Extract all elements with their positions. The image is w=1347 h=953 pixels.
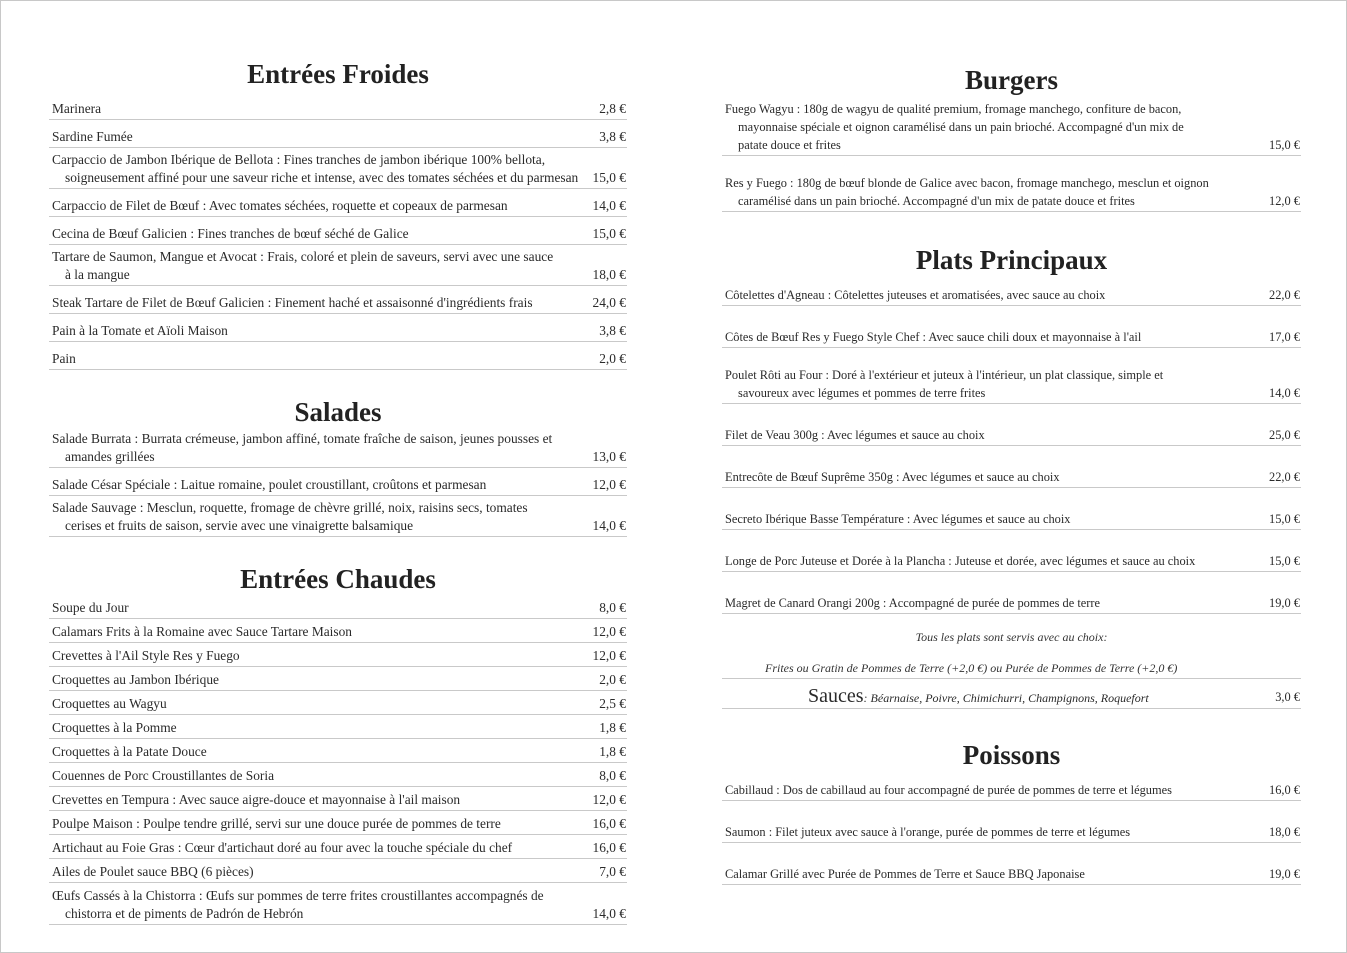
menu-item-text: Ailes de Poulet sauce BBQ (6 pièces) (52, 864, 254, 879)
menu-item-price: 15,0 € (592, 170, 626, 185)
menu-item (49, 499, 627, 537)
menu-item (49, 322, 627, 342)
menu-item (49, 623, 627, 643)
menu-item (49, 839, 627, 859)
menu-item-description (49, 128, 599, 146)
menu-item (49, 671, 627, 691)
menu-item-description (722, 426, 1269, 444)
menu-item-price: 16,0 € (592, 816, 626, 831)
menu-item (722, 366, 1301, 404)
menu-item-price: 18,0 € (1269, 825, 1300, 839)
menu-item-text: Salade Burrata : Burrata crémeuse, jambon affiné, tomate fraîche de saison, jeunes pousses et (52, 431, 553, 446)
menu-item (49, 767, 627, 787)
sauces-description (722, 685, 1275, 708)
menu-item-text: chistorra et de piments de Padrón de Hebrón (65, 906, 304, 921)
menu-item-price: 2,5 € (599, 696, 626, 711)
sides-options: Frites ou Gratin de Pommes de Terre (+2,0 €) ou Purée de Pommes de Terre (+2,0 €) (722, 661, 1301, 679)
menu-item-description (722, 594, 1269, 612)
menu-item-text: Soupe du Jour (52, 600, 129, 615)
menu-item-price: 15,0 € (592, 226, 626, 241)
left-column (49, 58, 627, 925)
menu-item-text: Croquettes à la Pomme (52, 720, 177, 735)
menu-item-text: Filet de Veau 300g : Avec légumes et sauce au choix (725, 428, 985, 442)
menu-item-price: 16,0 € (1269, 783, 1300, 797)
menu-item-text: Pain à la Tomate et Aïoli Maison (52, 323, 228, 338)
menu-item-price: 22,0 € (1269, 470, 1300, 484)
menu-item (722, 468, 1301, 488)
menu-item (49, 815, 627, 835)
menu-item-price: 15,0 € (1269, 512, 1300, 526)
menu-item-price: 15,0 € (1269, 138, 1300, 152)
menu-item (722, 510, 1301, 530)
menu-item-description (49, 499, 593, 535)
menu-item-description (49, 695, 599, 713)
menu-item-text: caramélisé dans un pain brioché. Accompagné d'un mix de patate douce et frites (738, 194, 1135, 208)
menu-item-text: Entrecôte de Bœuf Suprême 350g : Avec légumes et sauce au choix (725, 470, 1060, 484)
menu-item (722, 174, 1301, 212)
menu-item (49, 599, 627, 619)
menu-item-text: savoureux avec légumes et pommes de terre frites (738, 386, 986, 400)
menu-item-price: 1,8 € (599, 744, 626, 759)
menu-item (49, 100, 627, 120)
menu-item-description (722, 286, 1269, 304)
menu-item-text: Cecina de Bœuf Galicien : Fines tranches de bœuf séché de Galice (52, 226, 409, 241)
menu-item-text: Poulet Rôti au Four : Doré à l'extérieur et juteux à l'intérieur, un plat classique, simple et (725, 368, 1164, 382)
menu-item-price: 8,0 € (599, 768, 626, 783)
menu-list-salades (49, 430, 627, 537)
menu-item-text: Cabillaud : Dos de cabillaud au four accompagné de purée de pommes de terre et légumes (725, 783, 1172, 797)
menu-item (49, 248, 627, 286)
menu-item-price: 25,0 € (1269, 428, 1300, 442)
menu-item-description (49, 887, 593, 923)
menu-item-text: mayonnaise spéciale et oignon caramélisé dans un pain brioché. Accompagné d'un mix de (738, 120, 1184, 134)
menu-item (722, 426, 1301, 446)
menu-item-text: amandes grillées (65, 449, 155, 464)
menu-item-price: 17,0 € (1269, 330, 1300, 344)
menu-item-price: 7,0 € (599, 864, 626, 879)
menu-item (722, 286, 1301, 306)
section-title-poissons: Poissons (962, 740, 1061, 770)
menu-item-description (49, 719, 599, 737)
menu-item-price: 19,0 € (1269, 867, 1300, 881)
menu-item-text: Carpaccio de Filet de Bœuf : Avec tomates séchées, roquette et copeaux de parmesan (52, 198, 508, 213)
menu-item-price: 3,8 € (599, 323, 626, 338)
menu-item (722, 100, 1301, 156)
menu-item-price: 16,0 € (592, 840, 626, 855)
menu-item-text: Carpaccio de Jambon Ibérique de Bellota : Fines tranches de jambon ibérique 100% bellota, (52, 152, 546, 167)
menu-item (49, 695, 627, 715)
menu-item-price: 14,0 € (1269, 386, 1300, 400)
menu-item (49, 430, 627, 468)
menu-list-burgers (722, 100, 1301, 212)
menu-item-description (49, 225, 593, 243)
menu-item (49, 476, 627, 496)
menu-item-description (49, 350, 599, 368)
menu-list-entrees-froides (49, 100, 627, 370)
menu-item-description (722, 552, 1269, 570)
sauces-price: 3,0 € (1275, 690, 1300, 704)
menu-item-price: 14,0 € (592, 906, 626, 921)
menu-list-poissons (722, 781, 1301, 885)
menu-item-text: Croquettes au Jambon Ibérique (52, 672, 219, 687)
menu-item-description (722, 781, 1269, 799)
menu-item-text: Res y Fuego : 180g de bœuf blonde de Galice avec bacon, fromage manchego, mesclun et oignon (725, 176, 1209, 190)
menu-list-plats-principaux (722, 286, 1301, 614)
sauces-row (722, 685, 1301, 709)
menu-item-description (49, 839, 593, 857)
menu-item-text: Salade César Spéciale : Laitue romaine, poulet croustillant, croûtons et parmesan (52, 477, 487, 492)
menu-item-text: Côtes de Bœuf Res y Fuego Style Chef : Avec sauce chili doux et mayonnaise à l'ail (725, 330, 1142, 344)
menu-item (722, 552, 1301, 572)
menu-item-price: 2,8 € (599, 101, 626, 116)
menu-item-text: Marinera (52, 101, 102, 116)
menu-item-description (49, 815, 593, 833)
menu-item-text: Magret de Canard Orangi 200g : Accompagné de purée de pommes de terre (725, 596, 1101, 610)
menu-item-price: 14,0 € (592, 518, 626, 533)
menu-item-text: Salade Sauvage : Mesclun, roquette, fromage de chèvre grillé, noix, raisins secs, tomates (52, 500, 528, 515)
sauces-list: : Béarnaise, Poivre, Chimichurri, Champignons, Roquefort (863, 691, 1149, 705)
menu-item-price: 22,0 € (1269, 288, 1300, 302)
right-column (722, 64, 1301, 885)
menu-item-description (49, 791, 593, 809)
menu-item-price: 8,0 € (599, 600, 626, 615)
menu-item-description (722, 865, 1269, 883)
menu-item (49, 294, 627, 314)
menu-item-description (49, 248, 593, 284)
menu-item (49, 647, 627, 667)
menu-item-description (49, 623, 593, 641)
menu-item-text: Crevettes à l'Ail Style Res y Fuego (52, 648, 240, 663)
menu-item (49, 743, 627, 763)
menu-item-description (722, 100, 1269, 154)
menu-item-price: 12,0 € (592, 792, 626, 807)
section-title-entrees-froides: Entrées Froides (247, 59, 429, 89)
menu-item-price: 24,0 € (592, 295, 626, 310)
menu-item-text: Crevettes en Tempura : Avec sauce aigre-douce et mayonnaise à l'ail maison (52, 792, 461, 807)
menu-item-price: 1,8 € (599, 720, 626, 735)
menu-item-description (49, 430, 593, 466)
menu-item-description (49, 599, 599, 617)
menu-item-text: Fuego Wagyu : 180g de wagyu de qualité premium, fromage manchego, confiture de bacon, (725, 102, 1182, 116)
menu-item-price: 19,0 € (1269, 596, 1300, 610)
menu-item-description (49, 647, 593, 665)
menu-item-text: Côtelettes d'Agneau : Côtelettes juteuses et aromatisées, avec sauce au choix (725, 288, 1106, 302)
menu-list-entrees-chaudes (49, 599, 627, 925)
menu-item-price: 14,0 € (592, 198, 626, 213)
menu-item-text: Croquettes au Wagyu (52, 696, 167, 711)
menu-item-description (49, 151, 593, 187)
menu-item-text: soigneusement affiné pour une saveur riche et intense, avec des tomates séchées et du parmesan (65, 170, 579, 185)
menu-item-text: Saumon : Filet juteux avec sauce à l'orange, purée de pommes de terre et légumes (725, 825, 1131, 839)
menu-item-description (722, 823, 1269, 841)
menu-item-description (722, 328, 1269, 346)
menu-item-description (722, 366, 1269, 402)
menu-item-price: 12,0 € (592, 624, 626, 639)
menu-item (49, 151, 627, 189)
menu-item-text: Longe de Porc Juteuse et Dorée à la Plancha : Juteuse et dorée, avec légumes et sauce au choix (725, 554, 1196, 568)
menu-item-text: Tartare de Saumon, Mangue et Avocat : Frais, coloré et plein de saveurs, servi avec une sauce (52, 249, 554, 264)
menu-item-text: Calamars Frits à la Romaine avec Sauce Tartare Maison (52, 624, 353, 639)
menu-item (49, 719, 627, 739)
menu-item-description (49, 767, 599, 785)
menu-item (49, 197, 627, 217)
menu-item-text: Croquettes à la Patate Douce (52, 744, 207, 759)
menu-item-price: 12,0 € (1269, 194, 1300, 208)
section-title-salades: Salades (294, 397, 382, 427)
menu-item-text: Sardine Fumée (52, 129, 133, 144)
menu-item (49, 887, 627, 925)
menu-item-description (49, 100, 599, 118)
menu-item-description (49, 322, 599, 340)
menu-item (49, 350, 627, 370)
menu-item (722, 823, 1301, 843)
menu-item-price: 18,0 € (592, 267, 626, 282)
menu-item-description (49, 197, 593, 215)
menu-item-text: à la mangue (65, 267, 130, 282)
menu-item (722, 781, 1301, 801)
menu-item-price: 12,0 € (592, 477, 626, 492)
menu-item (722, 865, 1301, 885)
menu-item-description (49, 671, 599, 689)
menu-item-text: Artichaut au Foie Gras : Cœur d'artichaut doré au four avec la touche spéciale du chef (52, 840, 513, 855)
section-title-plats-principaux: Plats Principaux (915, 245, 1108, 275)
menu-item-description (722, 468, 1269, 486)
menu-item-price: 13,0 € (592, 449, 626, 464)
menu-item-description (49, 863, 599, 881)
menu-item-text: Secreto Ibérique Basse Température : Avec légumes et sauce au choix (725, 512, 1071, 526)
menu-item-description (49, 743, 599, 761)
menu-item-text: Steak Tartare de Filet de Bœuf Galicien : Finement haché et assaisonné d'ingrédients frais (52, 295, 533, 310)
menu-item-price: 15,0 € (1269, 554, 1300, 568)
menu-item (49, 791, 627, 811)
menu-item-price: 2,0 € (599, 351, 626, 366)
menu-item-description (49, 476, 593, 494)
menu-item-text: Œufs Cassés à la Chistorra : Œufs sur pommes de terre frites croustillantes accompagnés de (52, 888, 544, 903)
menu-item-description (722, 510, 1269, 528)
section-title-burgers: Burgers (965, 65, 1058, 95)
menu-item (49, 225, 627, 245)
menu-item (722, 594, 1301, 614)
menu-item-price: 2,0 € (599, 672, 626, 687)
menu-item (722, 328, 1301, 348)
menu-item-text: Calamar Grillé avec Purée de Pommes de Terre et Sauce BBQ Japonaise (725, 867, 1085, 881)
menu-item-text: cerises et fruits de saison, servie avec une vinaigrette balsamique (65, 518, 414, 533)
menu-item (49, 863, 627, 883)
section-title-entrees-chaudes: Entrées Chaudes (240, 564, 436, 594)
menu-item-description (49, 294, 593, 312)
menu-item-text: Pain (52, 351, 76, 366)
menu-item-price: 3,8 € (599, 129, 626, 144)
menu-item-text: Couennes de Porc Croustillantes de Soria (52, 768, 275, 783)
sides-note: Tous les plats sont servis avec au choix: (915, 630, 1108, 644)
menu-item-description (722, 174, 1269, 210)
sauces-label: Sauces (808, 685, 864, 707)
menu-item (49, 128, 627, 148)
menu-item-price: 12,0 € (592, 648, 626, 663)
menu-item-text: patate douce et frites (738, 138, 841, 152)
menu-item-text: Poulpe Maison : Poulpe tendre grillé, servi sur une douce purée de pommes de terre (52, 816, 501, 831)
